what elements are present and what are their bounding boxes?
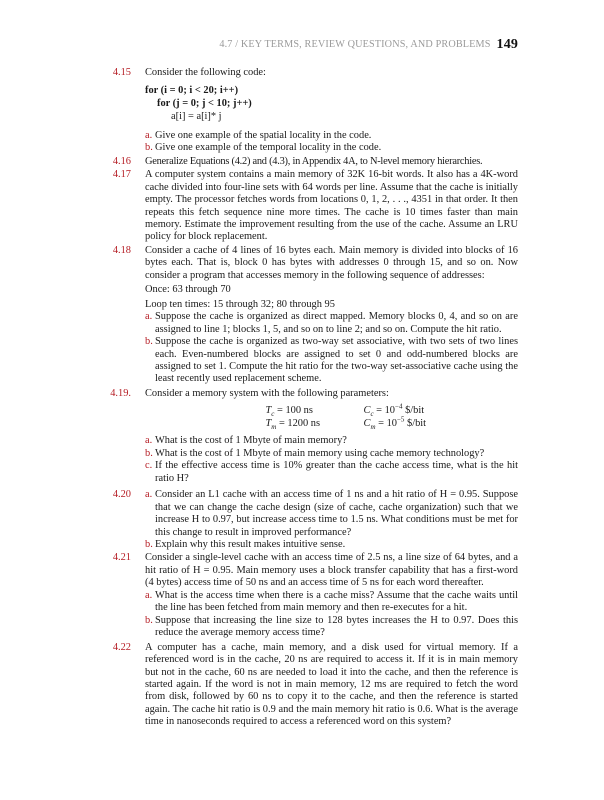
code-line-3: a[i] = a[i]* j bbox=[171, 111, 222, 123]
sequence-once: Once: 63 through 70 bbox=[145, 284, 231, 296]
problem-text: A computer has a cache, main memory, and a disk used for virtual memory. If a referenced word is in the cache, 20 ns are required to access it. If it is in main memory but not in the cache, 60 ns are needed to load it into the cache, and then the reference is started again. If the word is not in main memory, 12 ms are required to fetch the word from disk, followed by 60 ns to copy it to the cache, and then the reference is started again. The cache hit ratio is 0.9 and the main memory hit ratio is 0.6. What is the average time in nanoseconds required to access a referenced word on this system? bbox=[145, 641, 518, 728]
subpart-b: b. Suppose the cache is organized as two-way set associative, with two sets of two lines each. Even-numbered blocks are assigned to set 0 and odd-numbered blocks are assigned to set 1. Compute the hit ratio for the two-way set-associative cache using the least recently used replacement scheme. bbox=[145, 336, 518, 385]
problem-4-21 bbox=[0, 552, 518, 639]
problem-number: 4.20 bbox=[112, 489, 131, 501]
problem-number: 4.22 bbox=[112, 641, 131, 653]
subpart-b: b. Suppose that increasing the line size to 128 bytes increases the H to 0.97. Does this reduce the average memory access time? bbox=[145, 614, 518, 639]
problem-text: Consider a single-level cache with an access time of 2.5 ns, a line size of 64 bytes, and a hit ratio of H = 0.95. Main memory uses a block transfer capability that has a first-word (4 bytes) access time of 50 ns and an access time of 5 ns for each word thereafter. bbox=[145, 552, 518, 589]
problem-text: Consider the following code: bbox=[145, 67, 266, 78]
param-tc: $T_c = 100$ ns bbox=[265, 405, 313, 419]
running-header bbox=[108, 36, 518, 52]
problem-number: 4.21 bbox=[112, 552, 131, 564]
problem-number: 4.15 bbox=[112, 67, 131, 78]
problem-4-22 bbox=[0, 642, 518, 729]
subpart-b: b. What is the cost of 1 Mbyte of main memory using cache memory technology? bbox=[145, 447, 485, 459]
subpart-a: a. Give one example of the spatial locality in the code. bbox=[145, 129, 372, 141]
param-cc: $C_c = 10^{-4}$ $/bit bbox=[363, 402, 425, 419]
problem-4-19 bbox=[0, 388, 518, 485]
param-tm: $T_m = 1200$ ns bbox=[265, 418, 321, 432]
problems-section bbox=[0, 67, 604, 730]
subpart-a: a. What is the cost of 1 Mbyte of main memory? bbox=[145, 435, 347, 447]
subpart-b: b. Give one example of the temporal locality in the code. bbox=[145, 142, 382, 154]
page-number: 149 bbox=[496, 37, 518, 52]
subpart-a: a. What is the access time when there is a cache miss? Assume that the cache waits until the line has been fetched from main memory and then re-executes for a hit. bbox=[145, 589, 518, 614]
problem-text: Consider a memory system with the following parameters: bbox=[145, 387, 389, 399]
problem-number: 4.18 bbox=[112, 244, 131, 256]
problem-text: A computer system contains a main memory of 32K 16-bit words. It also has a 4K-word cache divided into four-line sets with 64 words per line. Assume that the cache is initially empty. The processor fetches words from locations 0, 1, 2, . . ., 4351 in that order. It then repeats this fetch sequence nine more times. The cache is 10 times faster than main memory. Estimate the improvement resulting from the use of the cache. Assume an LRU policy for block replacement. bbox=[145, 169, 518, 243]
problem-4-20 bbox=[0, 489, 518, 551]
problem-text: Generalize Equations (4.2) and (4.3), in Appendix 4A, to N-level memory hierarchies. bbox=[145, 155, 483, 167]
problem-4-18 bbox=[0, 245, 518, 386]
parameter-table bbox=[145, 404, 518, 430]
problem-4-16 bbox=[0, 156, 518, 168]
subpart-c: c. If the effective access time is 10% greater than the cache access time, what is the hit ratio H? bbox=[145, 460, 518, 484]
subpart-a: a. Consider an L1 cache with an access time of 1 ns and a hit ratio of H = 0.95. Suppose that we can change the cache design (size of cache, cache organization) such that we increase H to 0.97, but increase access time to 1.5 ns. What conditions must be met for this change to result in improved performance? bbox=[145, 489, 518, 538]
code-block bbox=[145, 85, 518, 123]
problem-number: 4.17 bbox=[112, 169, 131, 181]
param-cm: $C_m = 10^{-5}$ $/bit bbox=[363, 415, 427, 432]
problem-4-15 bbox=[0, 67, 518, 155]
problem-text: Consider a cache of 4 lines of 16 bytes each. Main memory is divided into blocks of 16 bytes each. That is, block 0 has bytes with addresses 0 through 15, and so on. Now consider a program that accesses memory in the following sequence of addresses: bbox=[145, 244, 518, 281]
code-line-1: for (i = 0; i < 20; i++) bbox=[145, 85, 239, 97]
subpart-b: b. Explain why this result makes intuitive sense. bbox=[145, 538, 346, 550]
code-line-2: for (j = 0; j < 10; j++) bbox=[157, 98, 252, 110]
problem-number: 4.19. bbox=[110, 387, 131, 399]
sequence-loop: Loop ten times: 15 through 32; 80 through 95 bbox=[145, 298, 335, 310]
problem-number: 4.16 bbox=[112, 155, 131, 167]
problem-4-17 bbox=[0, 169, 518, 244]
subpart-a: a. Suppose the cache is organized as direct mapped. Memory blocks 0, 4, and so on are assigned to line 1; blocks 1, 5, and so on to line 2; and so on. Compute the hit ratio. bbox=[145, 311, 518, 335]
running-title: 4.7 / KEY TERMS, REVIEW QUESTIONS, AND PROBLEMS bbox=[219, 39, 491, 50]
